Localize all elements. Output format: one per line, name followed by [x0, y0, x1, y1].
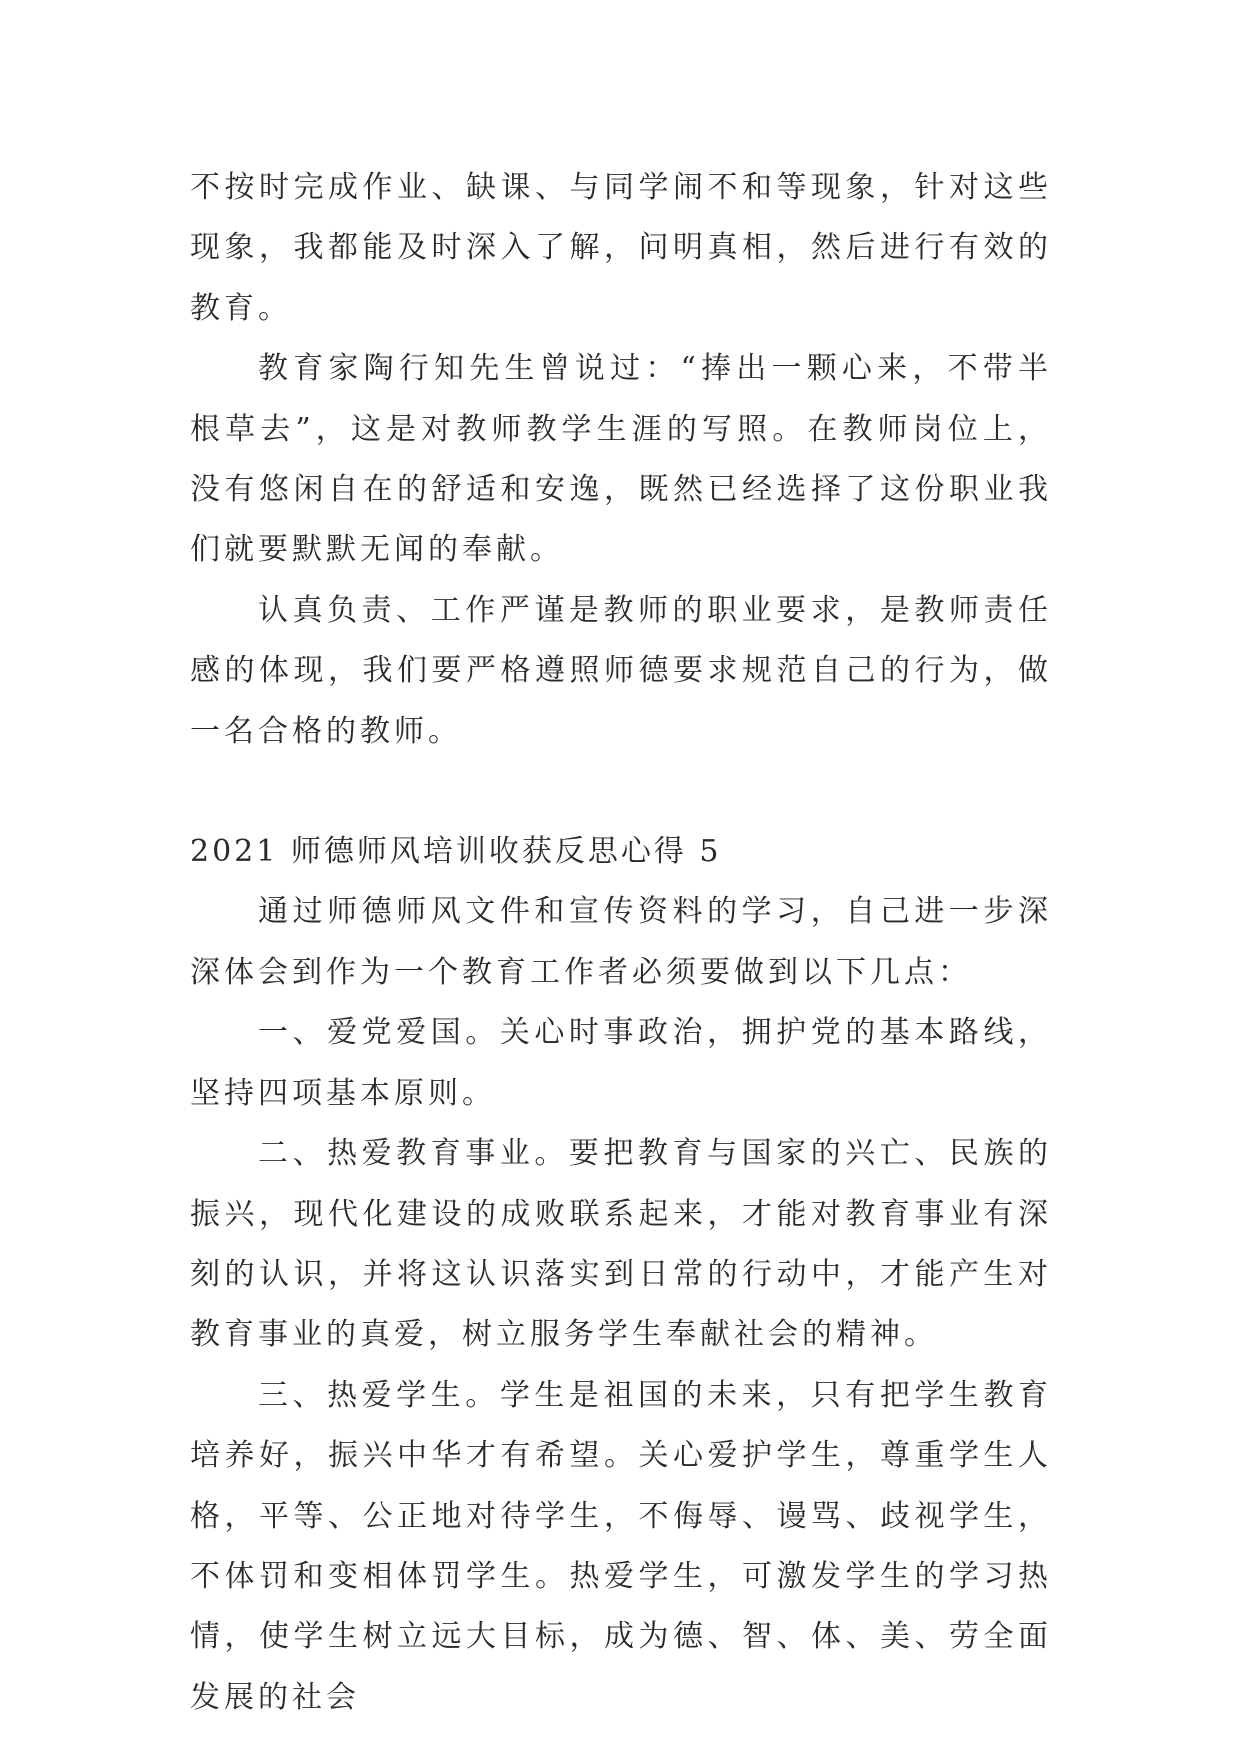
paragraph-1: 不按时完成作业、缺课、与同学闹不和等现象，针对这些现象，我都能及时深入了解，问明真相，然后进行有效的教育。: [190, 170, 1052, 326]
section-spacer: [190, 762, 1052, 822]
paragraph-2: 教育家陶行知先生曾说过：“捧出一颗心来，不带半根草去”，这是对教师教学生涯的写照。在教师岗位上，没有悠闲自在的舒适和安逸，既然已经选择了这份职业我们就要默默无闻的奉献。: [190, 351, 1052, 568]
section-title: 2021 师德师风培训收获反思心得 5: [190, 834, 722, 870]
document-page: [190, 158, 1052, 1728]
paragraph-5: 一、爱党爱国。关心时事政治，拥护党的基本路线，坚持四项基本原则。: [190, 1015, 1052, 1111]
paragraph-3: 认真负责、工作严谨是教师的职业要求，是教师责任感的体现，我们要严格遵照师德要求规范自己的行为，做一名合格的教师。: [190, 592, 1052, 749]
paragraph-6: 二、热爱教育事业。要把教育与国家的兴亡、民族的振兴，现代化建设的成败联系起来，才能对教育事业有深刻的认识，并将这认识落实到日常的行动中，才能产生对教育事业的真爱，树立服务学生奉献社会的精神。: [190, 1136, 1052, 1353]
paragraph-4: 通过师德师风文件和宣传资料的学习，自己进一步深深体会到作为一个教育工作者必须要做到以下几点：: [190, 894, 1052, 990]
paragraph-7: 三、热爱学生。学生是祖国的未来，只有把学生教育培养好，振兴中华才有希望。关心爱护学生，尊重学生人格，平等、公正地对待学生，不侮辱、谩骂、歧视学生，不体罚和变相体罚学生。热爱学生，可激发学生的学习热情，使学生树立远大目标，成为德、智、体、美、劳全面发展的社会: [190, 1377, 1052, 1715]
